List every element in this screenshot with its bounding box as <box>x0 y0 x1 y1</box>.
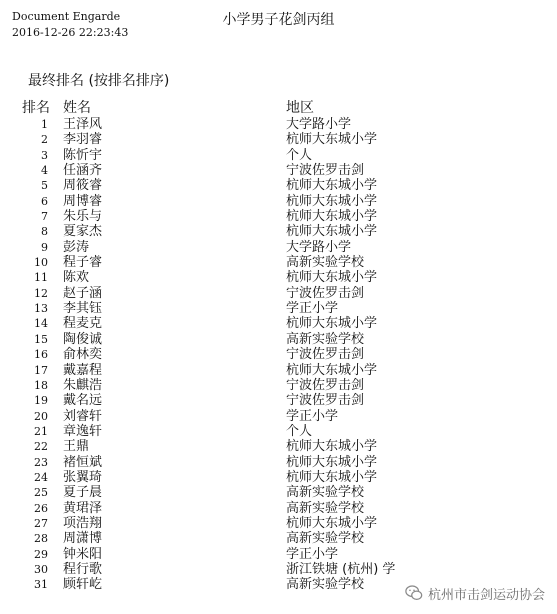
rank-cell: 16 <box>34 348 48 362</box>
table-row <box>0 485 557 500</box>
name-cell: 刘睿轩 <box>63 408 103 424</box>
region-cell: 大学路小学 <box>286 117 352 132</box>
rank-cell: 30 <box>34 562 48 576</box>
name-cell: 钟米阳 <box>63 546 103 562</box>
rank-cell: 17 <box>34 363 48 377</box>
rank-cell: 5 <box>41 179 48 193</box>
name-cell: 李其钰 <box>63 301 103 317</box>
rank-cell: 10 <box>34 256 48 270</box>
rank-cell: 1 <box>41 118 48 131</box>
table-row <box>0 117 557 132</box>
rank-cell: 9 <box>41 240 48 254</box>
region-cell: 杭师大东城小学 <box>286 132 378 148</box>
table-row <box>0 378 557 393</box>
region-cell: 高新实验学校 <box>286 331 365 347</box>
name-cell: 程子睿 <box>63 255 103 271</box>
name-cell: 王泽风 <box>63 117 103 132</box>
table-row <box>0 194 557 209</box>
name-cell: 朱麒浩 <box>63 377 103 393</box>
region-cell: 杭师大东城小学 <box>286 178 378 194</box>
region-cell: 杭师大东城小学 <box>286 224 378 240</box>
table-row <box>0 470 557 485</box>
table-row <box>0 562 557 577</box>
table-row <box>0 347 557 362</box>
rank-cell: 11 <box>34 271 48 285</box>
region-cell: 学正小学 <box>286 546 339 562</box>
name-cell: 赵子涵 <box>63 285 103 301</box>
rank-cell: 23 <box>34 455 48 469</box>
table-row <box>0 455 557 470</box>
table-row <box>0 501 557 516</box>
table-row <box>0 270 557 285</box>
name-cell: 任涵齐 <box>63 163 103 179</box>
rank-cell: 28 <box>34 532 48 546</box>
region-cell: 杭师大东城小学 <box>286 515 378 531</box>
name-cell: 周筱睿 <box>63 178 103 194</box>
name-cell: 夏子晨 <box>63 485 103 501</box>
table-row <box>0 363 557 378</box>
name-cell: 陈欢 <box>63 270 90 286</box>
table-row <box>0 148 557 163</box>
table-row <box>0 178 557 193</box>
name-cell: 褚恒斌 <box>63 454 103 470</box>
rank-cell: 2 <box>41 133 48 147</box>
wechat-icon <box>405 584 423 602</box>
table-row <box>0 132 557 147</box>
rank-cell: 6 <box>41 194 48 208</box>
name-cell: 周潇博 <box>63 531 103 547</box>
table-row <box>0 439 557 454</box>
name-cell: 李羽睿 <box>63 132 103 148</box>
table-header <box>0 97 557 115</box>
column-header-rank: 排名 <box>22 100 50 116</box>
rank-cell: 29 <box>34 547 48 561</box>
column-header-region: 地区 <box>286 100 314 116</box>
column-header-name: 姓名 <box>63 100 91 116</box>
region-cell: 高新实验学校 <box>286 485 365 501</box>
region-cell: 高新实验学校 <box>286 531 365 547</box>
name-cell: 陶俊诚 <box>63 331 103 347</box>
table-row <box>0 332 557 347</box>
name-cell: 夏家杰 <box>63 224 103 240</box>
rank-cell: 22 <box>34 440 48 454</box>
table-row <box>0 316 557 331</box>
name-cell: 项浩翔 <box>63 515 103 531</box>
region-cell: 宁波佐罗击剑 <box>286 347 365 363</box>
rank-cell: 8 <box>41 225 48 239</box>
rank-cell: 4 <box>41 164 48 178</box>
report-title: 小学男子花剑丙组 <box>222 12 335 28</box>
region-cell: 杭师大东城小学 <box>286 209 378 225</box>
name-cell: 程行歌 <box>63 561 103 577</box>
section-title: 最终排名 (按排名排序) <box>28 73 170 89</box>
name-cell: 朱乐与 <box>63 209 103 225</box>
table-row <box>0 240 557 255</box>
region-cell: 个人 <box>286 147 313 163</box>
name-cell: 王鼎 <box>63 439 90 455</box>
rank-cell: 27 <box>34 516 48 530</box>
region-cell: 宁波佐罗击剑 <box>286 377 365 393</box>
rank-cell: 21 <box>34 424 48 438</box>
name-cell: 俞林奕 <box>63 347 103 363</box>
region-cell: 宁波佐罗击剑 <box>286 393 365 409</box>
watermark <box>405 582 545 604</box>
rank-cell: 20 <box>34 409 48 423</box>
rank-cell: 26 <box>34 501 48 515</box>
rank-cell: 3 <box>41 148 48 162</box>
region-cell: 宁波佐罗击剑 <box>286 285 365 301</box>
table-row <box>0 393 557 408</box>
region-cell: 个人 <box>286 423 313 439</box>
rank-cell: 19 <box>34 394 48 408</box>
software-name: Document Engarde <box>12 10 121 23</box>
rank-cell: 7 <box>41 210 48 224</box>
name-cell: 章逸轩 <box>63 423 103 439</box>
region-cell: 宁波佐罗击剑 <box>286 163 365 179</box>
region-cell: 学正小学 <box>286 408 339 424</box>
name-cell: 戴名远 <box>63 393 103 409</box>
table-row <box>0 531 557 546</box>
rank-cell: 24 <box>34 470 48 484</box>
table-row <box>0 409 557 424</box>
rank-cell: 18 <box>34 378 48 392</box>
name-cell: 张翼琦 <box>63 469 103 485</box>
region-cell: 大学路小学 <box>286 239 352 255</box>
region-cell: 杭师大东城小学 <box>286 469 378 485</box>
region-cell: 高新实验学校 <box>286 500 365 516</box>
table-row <box>0 163 557 178</box>
table-row <box>0 516 557 531</box>
rank-cell: 15 <box>34 332 48 346</box>
region-cell: 杭师大东城小学 <box>286 193 378 209</box>
table-row <box>0 424 557 439</box>
table-row <box>0 547 557 562</box>
region-cell: 学正小学 <box>286 301 339 317</box>
name-cell: 彭涛 <box>63 239 90 255</box>
report-datetime: 2016-12-26 22:23:43 <box>12 26 129 39</box>
table-row <box>0 209 557 224</box>
table-row <box>0 286 557 301</box>
region-cell: 杭师大东城小学 <box>286 454 378 470</box>
region-cell: 杭师大东城小学 <box>286 316 378 332</box>
name-cell: 黄珺泽 <box>63 500 103 516</box>
name-cell: 程麦克 <box>63 316 103 332</box>
rank-cell: 25 <box>34 486 48 500</box>
table-row <box>0 224 557 239</box>
region-cell: 浙江铁塘 (杭州) 学 <box>286 561 396 577</box>
rank-cell: 13 <box>34 302 48 316</box>
region-cell: 杭师大东城小学 <box>286 270 378 286</box>
rank-cell: 12 <box>34 286 48 300</box>
ranking-table <box>0 117 557 593</box>
rank-cell: 14 <box>34 317 48 331</box>
region-cell: 高新实验学校 <box>286 577 365 593</box>
rank-cell: 31 <box>34 578 48 592</box>
table-row <box>0 301 557 316</box>
name-cell: 戴嘉程 <box>63 362 103 378</box>
name-cell: 陈忻宇 <box>63 147 103 163</box>
region-cell: 杭师大东城小学 <box>286 362 378 378</box>
region-cell: 杭师大东城小学 <box>286 439 378 455</box>
watermark-text: 杭州市击剑运动协会 <box>427 587 545 603</box>
table-row <box>0 255 557 270</box>
name-cell: 周博睿 <box>63 193 103 209</box>
region-cell: 高新实验学校 <box>286 255 365 271</box>
name-cell: 顾轩屹 <box>63 577 103 593</box>
